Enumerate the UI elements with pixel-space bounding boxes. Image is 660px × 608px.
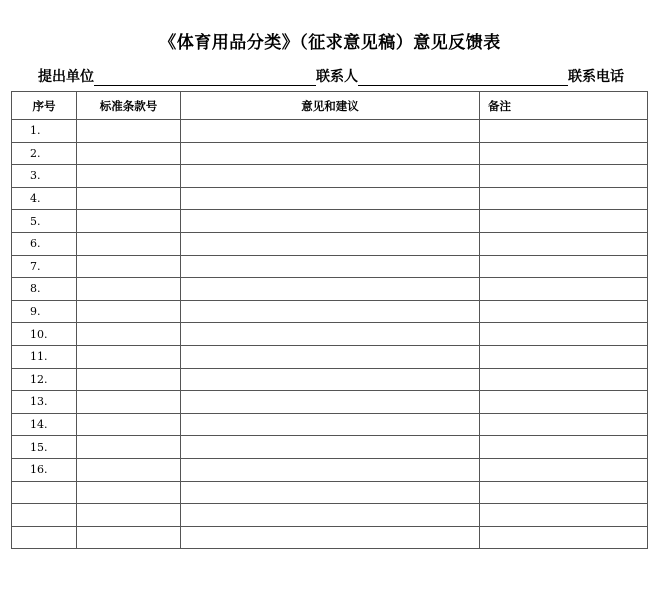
submitter-info-line: [38, 64, 646, 86]
cell-suggestion[interactable]: [181, 300, 480, 323]
cell-notes[interactable]: [480, 165, 648, 188]
cell-clause-no[interactable]: [77, 210, 181, 233]
table-header-row: [12, 92, 648, 120]
cell-clause-no[interactable]: [77, 278, 181, 301]
cell-clause-no[interactable]: [77, 255, 181, 278]
cell-clause-no[interactable]: [77, 300, 181, 323]
table-row: [12, 187, 648, 210]
feedback-table: [11, 91, 648, 549]
cell-suggestion[interactable]: [181, 210, 480, 233]
table-row: [12, 436, 648, 459]
cell-notes[interactable]: [480, 187, 648, 210]
table-row: [12, 142, 648, 165]
cell-serial-no: 14.: [12, 413, 77, 436]
cell-clause-no[interactable]: [77, 436, 181, 459]
cell-suggestion[interactable]: [181, 142, 480, 165]
cell-serial-no: 6.: [12, 232, 77, 255]
cell-notes[interactable]: [480, 255, 648, 278]
cell-suggestion[interactable]: [181, 391, 480, 414]
table-row: [12, 458, 648, 481]
cell-suggestion[interactable]: [181, 526, 480, 549]
cell-suggestion[interactable]: [181, 187, 480, 210]
contact-blank-field[interactable]: [358, 69, 568, 86]
cell-notes[interactable]: [480, 413, 648, 436]
cell-notes[interactable]: [480, 526, 648, 549]
cell-clause-no[interactable]: [77, 368, 181, 391]
cell-clause-no[interactable]: [77, 142, 181, 165]
cell-notes[interactable]: [480, 368, 648, 391]
table-row: [12, 210, 648, 233]
cell-suggestion[interactable]: [181, 120, 480, 143]
cell-serial-no: 5.: [12, 210, 77, 233]
cell-notes[interactable]: [480, 142, 648, 165]
cell-suggestion[interactable]: [181, 481, 480, 504]
cell-suggestion[interactable]: [181, 165, 480, 188]
cell-notes[interactable]: [480, 436, 648, 459]
cell-clause-no[interactable]: [77, 481, 181, 504]
cell-serial-no: 8.: [12, 278, 77, 301]
table-row: [12, 345, 648, 368]
cell-suggestion[interactable]: [181, 504, 480, 527]
cell-suggestion[interactable]: [181, 413, 480, 436]
unit-blank-field[interactable]: [94, 69, 316, 86]
cell-clause-no[interactable]: [77, 323, 181, 346]
cell-notes[interactable]: [480, 120, 648, 143]
cell-serial-no: 12.: [12, 368, 77, 391]
cell-suggestion[interactable]: [181, 436, 480, 459]
cell-clause-no[interactable]: [77, 120, 181, 143]
table-row: [12, 481, 648, 504]
table-row: [12, 526, 648, 549]
cell-serial-no: 15.: [12, 436, 77, 459]
header-notes: 备注: [480, 92, 648, 120]
cell-notes[interactable]: [480, 210, 648, 233]
cell-notes[interactable]: [480, 323, 648, 346]
cell-serial-no: 11.: [12, 345, 77, 368]
contact-label: 联系人: [316, 69, 358, 85]
cell-serial-no: [12, 504, 77, 527]
cell-serial-no: 10.: [12, 323, 77, 346]
unit-label: 提出单位: [38, 69, 94, 85]
cell-suggestion[interactable]: [181, 368, 480, 391]
cell-suggestion[interactable]: [181, 232, 480, 255]
table-row: [12, 504, 648, 527]
cell-notes[interactable]: [480, 458, 648, 481]
cell-notes[interactable]: [480, 504, 648, 527]
table-row: [12, 413, 648, 436]
cell-clause-no[interactable]: [77, 391, 181, 414]
cell-serial-no: 9.: [12, 300, 77, 323]
cell-serial-no: 2.: [12, 142, 77, 165]
cell-clause-no[interactable]: [77, 526, 181, 549]
cell-serial-no: 16.: [12, 458, 77, 481]
cell-notes[interactable]: [480, 391, 648, 414]
cell-serial-no: [12, 481, 77, 504]
cell-suggestion[interactable]: [181, 345, 480, 368]
cell-clause-no[interactable]: [77, 413, 181, 436]
phone-label: 联系电话: [568, 69, 624, 85]
table-row: [12, 255, 648, 278]
table-row: [12, 232, 648, 255]
header-clause-no: 标准条款号: [77, 92, 181, 120]
table-row: [12, 278, 648, 301]
cell-serial-no: 3.: [12, 165, 77, 188]
cell-notes[interactable]: [480, 300, 648, 323]
cell-serial-no: 13.: [12, 391, 77, 414]
table-row: [12, 391, 648, 414]
cell-notes[interactable]: [480, 345, 648, 368]
table-row: [12, 120, 648, 143]
cell-notes[interactable]: [480, 481, 648, 504]
cell-clause-no[interactable]: [77, 165, 181, 188]
cell-serial-no: 7.: [12, 255, 77, 278]
form-title: 《体育用品分类》（征求意见稿）意见反馈表: [159, 33, 501, 53]
cell-serial-no: 1.: [12, 120, 77, 143]
cell-notes[interactable]: [480, 232, 648, 255]
cell-clause-no[interactable]: [77, 187, 181, 210]
header-serial-no: 序号: [12, 92, 77, 120]
table-row: [12, 368, 648, 391]
cell-serial-no: [12, 526, 77, 549]
cell-serial-no: 4.: [12, 187, 77, 210]
cell-clause-no[interactable]: [77, 232, 181, 255]
table-row: [12, 165, 648, 188]
header-suggestion: 意见和建议: [181, 92, 480, 120]
cell-suggestion[interactable]: [181, 458, 480, 481]
cell-suggestion[interactable]: [181, 278, 480, 301]
cell-clause-no[interactable]: [77, 504, 181, 527]
table-row: [12, 323, 648, 346]
cell-clause-no[interactable]: [77, 458, 181, 481]
cell-notes[interactable]: [480, 278, 648, 301]
cell-suggestion[interactable]: [181, 255, 480, 278]
cell-suggestion[interactable]: [181, 323, 480, 346]
table-row: [12, 300, 648, 323]
cell-clause-no[interactable]: [77, 345, 181, 368]
